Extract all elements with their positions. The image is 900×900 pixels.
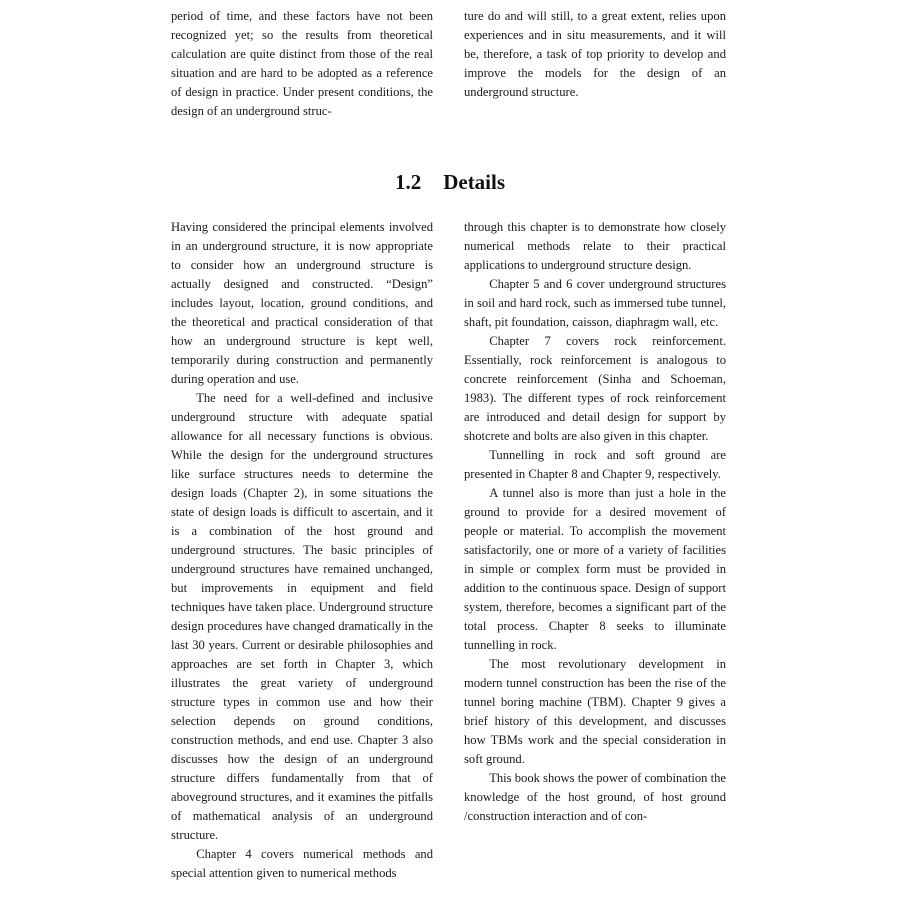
paragraph: Chapter 4 covers numerical methods and special attention given to numerical methods [171, 847, 433, 880]
section-heading [0, 167, 900, 197]
top-left-column [171, 7, 433, 121]
paragraph: A tunnel also is more than just a hole in the ground to provide for a desired movement of people or material. To accomplish the movement satisfactorily, one or more of a variety of facilities in simple or complex form must be provided in addition to the continuous space. Design of support system, therefore, becomes a significant part of the total process. Chapter 8 seeks to illuminate tunnelling in rock. [464, 486, 726, 652]
paragraph: Having considered the principal elements involved in an underground structure, it is now appropriate to consider how an underground structure is actually designed and constructed. “Design” includes layout, location, ground conditions, and the theoretical and practical consideration of that how an underground structure is kept well, temporarily during construction and permanently during operation and use. [171, 220, 433, 386]
paragraph: This book shows the power of combination the knowledge of the host ground, of host ground /construction interaction and of con- [464, 771, 726, 823]
paragraph: Chapter 7 covers rock reinforcement. Essentially, rock reinforcement is analogous to concrete reinforcement (Sinha and Schoeman, 1983). The different types of rock reinforcement are introduced and detail design for support by shotcrete and bolts are also given in this chapter. [464, 334, 726, 443]
right-column [464, 218, 726, 826]
left-column [171, 218, 433, 883]
section-number: 1.2 [394, 170, 422, 194]
paragraph: The need for a well-defined and inclusive underground structure with adequate spatial allowance for all necessary functions is obvious. While the design for the underground structures like surface structures needs to determine the design loads (Chapter 2), in some situations the state of design loads is difficult to ascertain, and it is a combination of the host ground and underground structures. The basic principles of underground structures have remained unchanged, but improvements in equipment and field techniques have taken place. Underground structure design procedures have changed dramatically in the last 30 years. Current or desirable philosophies and approaches are set forth in Chapter 3, which illustrates the great variety of underground structure types in common use and how their selection depends on ground conditions, construction methods, and end use. Chapter 3 also discusses how the design of an underground structure differs fundamentally from that of aboveground structures, and it examines the pitfalls of mathematical analysis of an underground structure. [171, 391, 433, 842]
section-title: Details [443, 170, 506, 194]
paragraph: Chapter 5 and 6 cover underground structures in soil and hard rock, such as immersed tube tunnel, shaft, pit foundation, caisson, diaphragm wall, etc. [464, 277, 726, 329]
top-right-paragraph: ture do and will still, to a great extent, relies upon experiences and in situ measurements, and it will be, therefore, a task of top priority to develop and improve the models for the design of an underground structure. [464, 9, 726, 99]
paragraph: Tunnelling in rock and soft ground are presented in Chapter 8 and Chapter 9, respectively. [464, 448, 726, 481]
top-left-paragraph: period of time, and these factors have not been recognized yet; so the results from theoretical calculation are quite distinct from those of the real situation and are hard to be adopted as a reference of design in practice. Under present conditions, the design of an underground struc- [171, 9, 433, 118]
top-right-column [464, 7, 726, 102]
paragraph: through this chapter is to demonstrate how closely numerical methods relate to their practical applications to underground structure design. [464, 220, 726, 272]
paragraph: The most revolutionary development in modern tunnel construction has been the rise of the tunnel boring machine (TBM). Chapter 9 gives a brief history of this development, and discusses how TBMs work and the special consideration in soft ground. [464, 657, 726, 766]
